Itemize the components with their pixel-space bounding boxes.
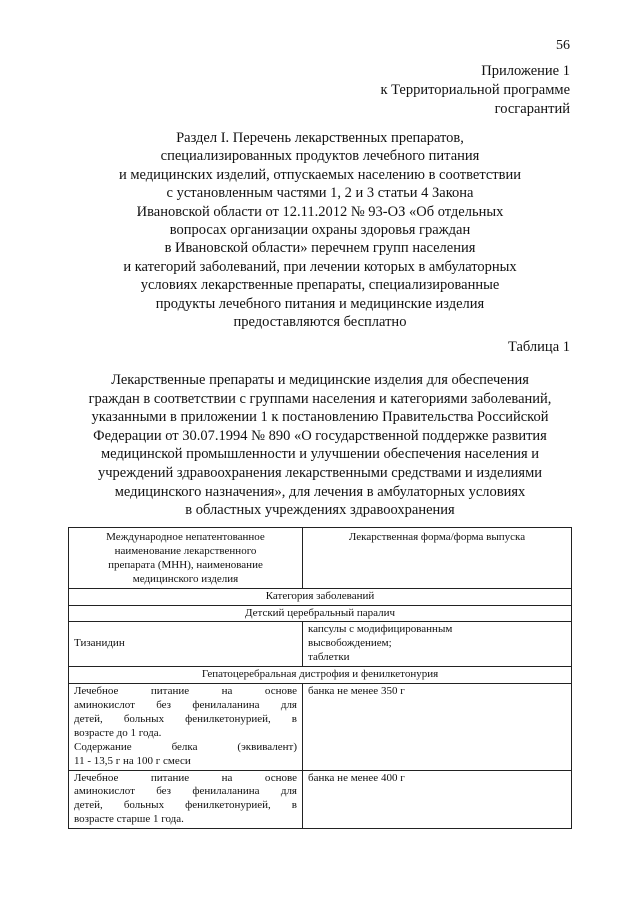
category-header-cell: Категория заболеваний bbox=[69, 588, 572, 605]
table-header-row bbox=[69, 528, 572, 589]
section-title-line: предоставляются бесплатно bbox=[233, 314, 407, 331]
name-line: аминокислот без фенилаланина для bbox=[74, 785, 297, 798]
name-line: детей, больных фенилкетонурией, в bbox=[74, 712, 297, 725]
drug-table bbox=[68, 527, 572, 829]
drug-name-cell: Тизанидин bbox=[69, 622, 303, 667]
table-caption-line: указанными в приложении 1 к постановлению Правительства Российской bbox=[91, 409, 549, 426]
table-caption bbox=[75, 371, 565, 520]
table-label: Таблица 1 bbox=[507, 339, 570, 355]
name-line: детей, больных фенилкетонурией, в bbox=[74, 799, 297, 812]
section-title-line: и медицинских изделий, отпускаемых населению в соответствии bbox=[118, 166, 521, 183]
category-row bbox=[69, 605, 572, 622]
page-number: 56 bbox=[556, 38, 570, 53]
header-line: Международное непатентованное bbox=[106, 531, 265, 543]
category-cell: Детский церебральный паралич bbox=[69, 605, 572, 622]
section-title-line: условиях лекарственные препараты, специализированные bbox=[140, 277, 500, 294]
appendix-line: к Территориальной программе bbox=[380, 82, 570, 98]
form-line: капсулы с модифицированным bbox=[308, 623, 453, 636]
drug-form-cell: банка не менее 400 г bbox=[303, 770, 572, 829]
section-title-line: специализированных продуктов лечебного питания bbox=[160, 148, 480, 165]
header-line: медицинского изделия bbox=[132, 572, 239, 585]
form-line: высвобождением; bbox=[308, 637, 392, 650]
drug-name-cell bbox=[69, 684, 303, 770]
table-caption-line: Лекарственные препараты и медицинские изделия для обеспечения bbox=[111, 372, 529, 388]
name-line: Содержание белка (эквивалент) bbox=[74, 740, 297, 753]
header-line: наименование лекарственного bbox=[114, 544, 257, 557]
drug-form-cell: банка не менее 350 г bbox=[303, 684, 572, 770]
section-title-line: с установленным частями 1, 2 и 3 статьи 4 Закона bbox=[166, 185, 474, 202]
appendix-line: госгарантий bbox=[494, 101, 570, 117]
table-caption-line: в областных учреждениях здравоохранения bbox=[185, 502, 455, 519]
table-caption-line: медицинской промышленности и улучшении обеспечения населения и bbox=[100, 446, 540, 463]
name-line: 11 - 13,5 г на 100 г смеси bbox=[74, 754, 191, 767]
section-title-line: и категорий заболеваний, при лечении которых в амбулаторных bbox=[123, 258, 517, 275]
table-row bbox=[69, 684, 572, 770]
category-cell: Гепатоцеребральная дистрофия и фенилкетонурия bbox=[69, 667, 572, 684]
table-caption-line: граждан в соответствии с группами населения и категориями заболеваний, bbox=[88, 390, 552, 407]
category-row bbox=[69, 667, 572, 684]
section-title-line: Раздел I. Перечень лекарственных препаратов, bbox=[176, 130, 464, 146]
section-title-line: продукты лечебного питания и медицинские изделия bbox=[155, 295, 485, 312]
section-title-line: Ивановской области от 12.11.2012 № 93-ОЗ «Об отдельных bbox=[136, 203, 504, 220]
name-line: возрасте до 1 года. bbox=[74, 726, 162, 739]
appendix-line: Приложение 1 bbox=[481, 63, 570, 79]
appendix-header bbox=[240, 62, 570, 119]
drug-name-cell bbox=[69, 770, 303, 829]
section-title-line: вопросах организации охраны здоровья граждан bbox=[169, 222, 471, 239]
section-title-line: в Ивановской области» перечнем групп населения bbox=[164, 240, 476, 257]
name-line: Лечебное питание на основе bbox=[74, 685, 297, 698]
table-row bbox=[69, 770, 572, 829]
table-row bbox=[69, 622, 572, 667]
category-header-row bbox=[69, 588, 572, 605]
table-caption-line: медицинского назначения», для лечения в амбулаторных условиях bbox=[114, 483, 526, 500]
name-line: аминокислот без фенилаланина для bbox=[74, 698, 297, 711]
table-caption-line: Федерации от 30.07.1994 № 890 «О государственной поддержке развития bbox=[93, 427, 547, 444]
name-line: Лечебное питание на основе bbox=[74, 771, 297, 784]
form-line: таблетки bbox=[308, 651, 350, 664]
header-line: препарата (МНН), наименование bbox=[108, 558, 263, 571]
name-line: возрасте старше 1 года. bbox=[74, 813, 184, 826]
header-cell-name bbox=[69, 528, 303, 589]
table-caption-line: учреждений здравоохранения лекарственными средствами и изделиями bbox=[97, 464, 543, 481]
section-title bbox=[82, 129, 558, 331]
header-cell-form: Лекарственная форма/форма выпуска bbox=[303, 528, 572, 589]
drug-form-cell bbox=[303, 622, 572, 667]
